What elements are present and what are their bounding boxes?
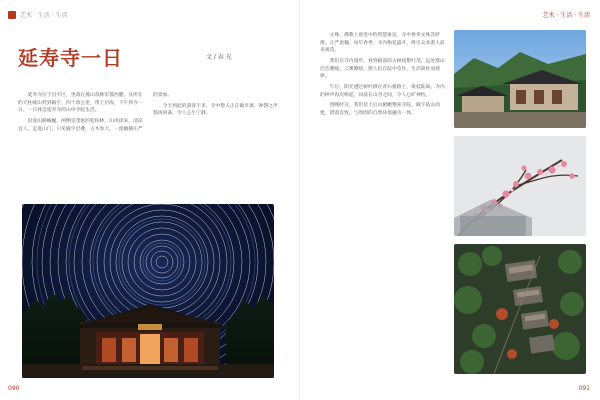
page-number-left: 090: [8, 385, 20, 392]
author-byline: 文 / 春 光: [206, 54, 232, 61]
article-paragraph: 我们在寺内漫步，看到殿前的古树枝繁叶茂，远处群山层峦叠嶂，云雾缭绕。僧人们在院中劳作，生活简朴而规律。: [320, 59, 445, 80]
article-title: 延寿寺一日: [18, 46, 123, 70]
article-paragraph: 文殊，佛教上座堂中的智慧象征，寺中供奉文殊菩萨像，庄严肃穆。每年春季，寺内梅花盛开，吸引众多游人前来观赏。: [320, 33, 445, 54]
right-page: [300, 0, 600, 400]
section-label: 艺术 · 生活 · 生活: [20, 12, 68, 19]
star-trails-temple-photo: [22, 204, 274, 378]
article-paragraph: 延寿寺位于昌平区，坐落在燕山余脉军都西麓。从所在的天柱峰山势到殿宇，四十余公里，带上层海，下午到寺一日，一日体会延寿寺的山中寺院生活。: [18, 93, 143, 114]
continued-text-column: [320, 32, 448, 121]
aerial-temple-photo: [454, 244, 586, 374]
section-header: [8, 10, 67, 19]
article-paragraph: 傍晚时分，我们登上后山俯瞰整座寺院，殿宇依山而建，错落有致，与周围的自然环境融为一体。: [320, 103, 440, 117]
magazine-logo: [8, 11, 16, 19]
article-body-columns: [18, 92, 278, 133]
right-page-header: 艺术 · 生活 · 生活: [542, 12, 590, 19]
article-paragraph: 今天到此的游客不多，寺中僧人正在做早课，钟磬之声悠扬回荡，令人心生宁静。: [153, 103, 278, 117]
plum-blossom-photo: [454, 136, 586, 236]
article-paragraph: 沿途山路蜿蜒，两侧是茂密的松柏林，山风徐来，清凉宜人。走进山门，只见殿宇层叠，古木参天，一派幽静庄严的景象。: [18, 93, 173, 132]
temple-buildings-photo: [454, 30, 586, 128]
article-paragraph: 午后，阳光透过树叶洒在青石板路上，斑驳陆离。寺内的钟声再次响起，回荡在山谷之间，令人心旷神怡。: [320, 85, 445, 98]
page-number-right: 091: [578, 385, 590, 392]
